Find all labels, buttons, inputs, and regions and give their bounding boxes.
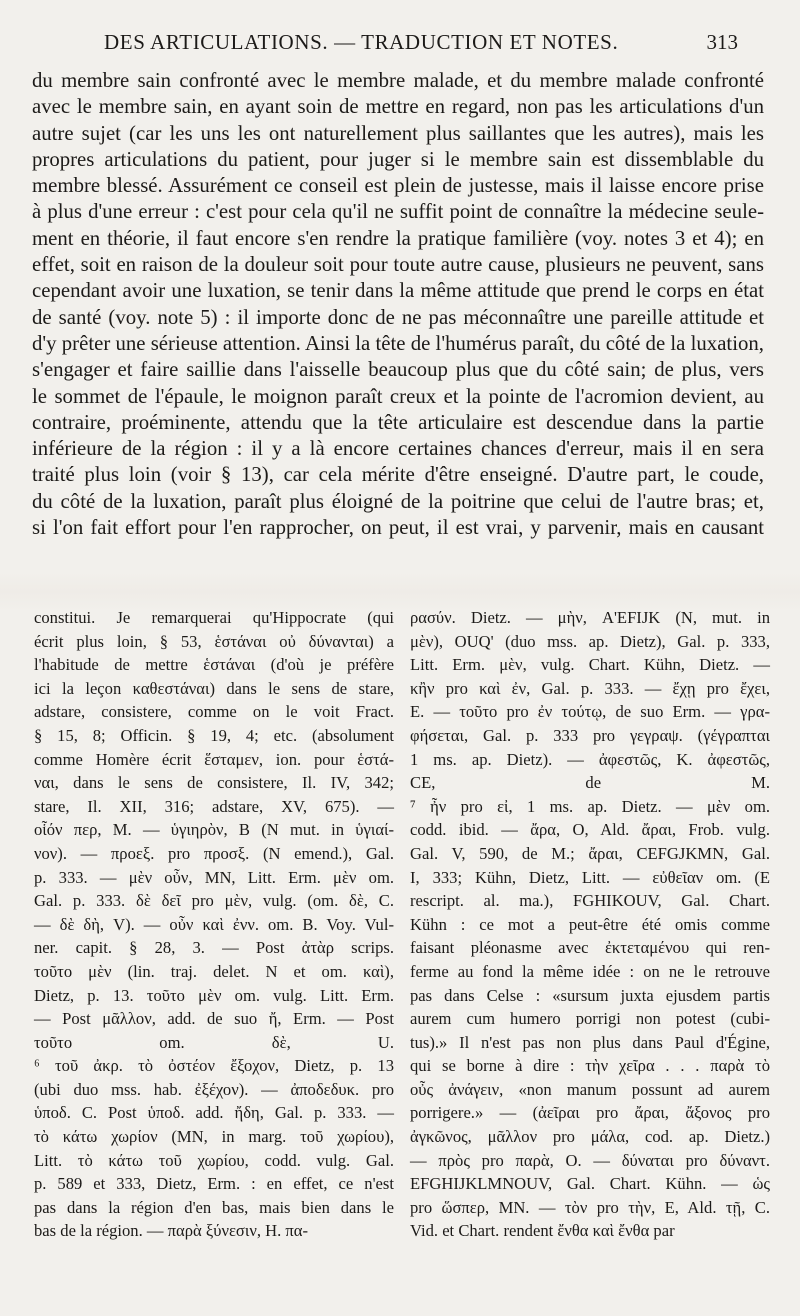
text-line: effet, soit en raison de la douleur soit pour toute autre cause, plusieurs ne peuvent, sans: [32, 253, 764, 277]
footnote-line: Kühn : ce mot a peut-être été omis comme: [410, 914, 770, 934]
footnote-line: ναι, dans le sens de consistere, Il. IV, 342;: [34, 773, 394, 793]
text-line: autre sujet (car les uns les ont naturellement plus saillantes que les autres), mais les: [32, 121, 764, 145]
running-head: [0, 30, 800, 64]
footnote-line: ner. capit. § 28, 3. — Post ἀτὰρ scrips.: [34, 938, 394, 958]
footnote-line: Dietz, p. 13. τοῦτο μὲν om. vulg. Litt. Erm.: [34, 985, 394, 1005]
footnote-line: οἷόν περ, M. — ὑγιηρὸν, B (N mut. in ὑγιαί-: [34, 820, 394, 840]
footnote-line: (ubi duo mss. hab. ἐξέχον). — ἀποδεδυκ. pro: [34, 1079, 394, 1099]
text-line: traité plus loin (voir § 13), car cela mérite d'être enseigné. D'autre part, le coude,: [32, 463, 764, 487]
footnote-line: qui se borne à dire : τὴν χεῖρα . . . παρὰ τὸ: [410, 1056, 770, 1076]
footnote-line: Litt. Erm. μὲν, vulg. Chart. Kühn, Dietz. —: [410, 655, 770, 675]
text-line: d'y prêter une sérieuse attention. Ainsi la tête de l'humérus paraît, du côté de la luxation,: [32, 331, 764, 355]
page-number: 313: [706, 30, 738, 54]
footnote-line: p. 589 et 333, Dietz, Erm. : en effet, ce n'est: [34, 1174, 394, 1194]
footnote-line: I, 333; Kühn, Dietz, Litt. — εὐθεῖαν om. (E: [410, 867, 770, 887]
footnote-line: κἢν pro καὶ ἐν, Gal. p. 333. — ἔχῃ pro ἔχει,: [410, 678, 770, 698]
text-line: propres articulations du patient, pour juger si le membre sain est dissemblable du: [32, 147, 764, 171]
footnote-line: pas dans la région d'en bas, mais bien dans le: [34, 1197, 394, 1217]
footnote-line: ἀγκῶνος, μᾶλλον pro μάλα, cod. ap. Dietz.): [410, 1127, 770, 1147]
footnote-line: bas de la région. — παρὰ ξύνεσιν, H. πα-: [34, 1221, 308, 1241]
footnotes-right-column: [410, 606, 770, 1243]
footnote-line: comme Homère écrit ἕσταμεν, ion. pour ἑστά-: [34, 749, 394, 769]
footnote-line: CE, de M.: [410, 773, 770, 793]
footnote-line: aurem cum humero porrigi non potest (cubi-: [410, 1009, 770, 1029]
footnote-line: stare, Il. XII, 316; adstare, XV, 675). —: [34, 796, 394, 816]
text-line: si l'on fait effort pour l'en rapprocher, on peut, il est vrai, y parvenir, mais en causant: [32, 516, 764, 540]
footnote-line: — Post μᾶλλον, add. de suo ἤ, Erm. — Post: [34, 1009, 394, 1029]
footnote-line: adstare, consistere, comme on le voit Fract.: [34, 702, 394, 722]
text-line: cependant avoir une luxation, se tenir dans la même attitude que prend le corps en état: [32, 279, 764, 303]
footnote-line: constitui. Je remarquerai qu'Hippocrate (qui: [34, 608, 394, 627]
footnote-line: EFGHIJKLMNOUV, Gal. Chart. Kühn. — ὡς: [410, 1174, 770, 1194]
footnote-line: pas dans Celse : «sursum juxta ejusdem partis: [410, 985, 770, 1005]
text-line: à plus d'une erreur : c'est pour cela qu'il ne suffit point de connaître la médecine seule-: [32, 200, 764, 224]
footnote-line: tus).» Il n'est pas non plus dans Paul d'Égine,: [410, 1032, 770, 1052]
footnote-line: — δὲ δὴ, V). — οὖν καὶ ἐνν. om. B. Voy. Vul-: [34, 914, 394, 934]
footnote-line: τοῦτο μὲν (lin. traj. delet. N et om. καὶ),: [34, 961, 394, 981]
footnote-line: E. — τοῦτο pro ἐν τούτῳ, de suo Erm. — γρα-: [410, 702, 770, 722]
running-title: DES ARTICULATIONS. — TRADUCTION ET NOTES.: [104, 30, 619, 54]
footnote-line: Litt. τὸ κάτω τοῦ χωρίου, codd. vulg. Gal.: [34, 1150, 394, 1170]
footnote-line: faisant pléonasme avec ἐκτεταμένου qui ren-: [410, 938, 770, 958]
footnote-line: p. 333. — μὲν οὖν, MN, Litt. Erm. μὲν om.: [34, 867, 394, 887]
footnote-line: ⁶ τοῦ ἀκρ. τὸ ὀστέον ἔξοχον, Dietz, p. 13: [34, 1056, 394, 1076]
main-translation-text: [32, 68, 764, 541]
footnote-line: ⁷ ἦν pro εἰ, 1 ms. ap. Dietz. — μὲν om.: [410, 796, 770, 816]
footnote-line: 1 ms. ap. Dietz). — ἀφεστῶς, K. ἀφεστῶς,: [410, 749, 770, 769]
footnote-line: φήσεται, Gal. p. 333 pro γεγραψ. (γέγραπται: [410, 725, 770, 745]
footnote-line: rescript. al. ma.), FGHIKOUV, Gal. Chart.: [410, 891, 770, 911]
footnotes-left-column: [34, 606, 394, 1243]
text-line: le sommet de l'épaule, le moignon paraît creux et la pointe de l'acromion devient, au: [32, 384, 764, 408]
footnote-line: Gal. p. 333. δὲ δεῖ pro μὲν, vulg. (om. δὲ, C.: [34, 891, 394, 911]
footnote-line: — πρὸς pro παρὰ, O. — δύναται pro δύναντ.: [410, 1150, 770, 1170]
footnote-line: écrit plus loin, § 53, ἑστάναι οὐ δύνανται) a: [34, 631, 394, 651]
footnote-line: τοῦτο om. δὲ, U.: [34, 1032, 394, 1052]
text-line: du côté de la luxation, paraît plus éloigné de la poitrine que celui de l'autre bras; et,: [32, 489, 764, 513]
footnote-line: ferme au fond la même idée : on ne le retrouve: [410, 961, 770, 981]
text-line: s'engager et faire saillie dans l'aisselle beaucoup plus que du côté sain; de plus, vers: [32, 358, 764, 382]
text-line: membre blessé. Assurément ce conseil est plein de justesse, mais il laisse encore prise: [32, 174, 764, 198]
text-line: du membre sain confronté avec le membre malade, et du membre malade confronté: [32, 69, 764, 92]
footnote-line: τὸ κάτω χωρίον (MN, in marg. τοῦ χωρίου),: [34, 1127, 394, 1147]
footnote-line: § 15, 8; Officin. § 19, 4; etc. (absolument: [34, 725, 394, 745]
footnote-line: ici la leçon καθεστάναι) dans le sens de stare,: [34, 678, 394, 698]
footnote-line: porrigere.» — (ἀεῖραι pro ἄραι, ἄξονος pro: [410, 1103, 770, 1123]
text-line: avec le membre sain, en ayant soin de mettre en regard, non pas les articulations d'un: [32, 95, 764, 119]
footnote-line: οὖς ἀνάγειν, «non manum possunt ad aurem: [410, 1079, 770, 1099]
footnote-line: l'habitude de mettre ἑστάναι (d'où je préfère: [34, 655, 394, 675]
footnote-line: ρασύν. Dietz. — μὴν, A'EFIJK (N, mut. in: [410, 608, 770, 627]
footnote-line: ὑποδ. C. Post ὑποδ. add. ἤδη, Gal. p. 333. —: [34, 1103, 394, 1123]
text-line: inférieure de la région : il y a là encore certaines chances d'erreur, mais il en sera: [32, 437, 764, 461]
text-line: ment en théorie, il faut encore s'en rendre la pratique familière (voy. notes 3 et 4); en: [32, 226, 764, 250]
footnote-line: νον). — προεξ. pro προσξ. (N emend.), Gal.: [34, 843, 394, 863]
footnote-line: Vid. et Chart. rendent ἔνθα καὶ ἔνθα par: [410, 1221, 675, 1241]
text-line: contraire, proéminente, attendu que la tête articulaire est descendue dans la partie: [32, 410, 764, 434]
footnote-line: codd. ibid. — ἄρα, O, Ald. ἄραι, Frob. vulg.: [410, 820, 770, 840]
footnote-line: μὲν), OUQ' (duo mss. ap. Dietz), Gal. p. 333,: [410, 631, 770, 651]
footnote-line: pro ὥσπερ, MN. — τὸν pro τὴν, E, Ald. τῇ, C.: [410, 1197, 770, 1217]
text-line: de santé (voy. note 5) : il importe donc de ne pas méconnaître une pareille attitude et: [32, 305, 764, 329]
footnote-line: Gal. V, 590, de M.; ἄραι, CEFGJKMN, Gal.: [410, 843, 770, 863]
